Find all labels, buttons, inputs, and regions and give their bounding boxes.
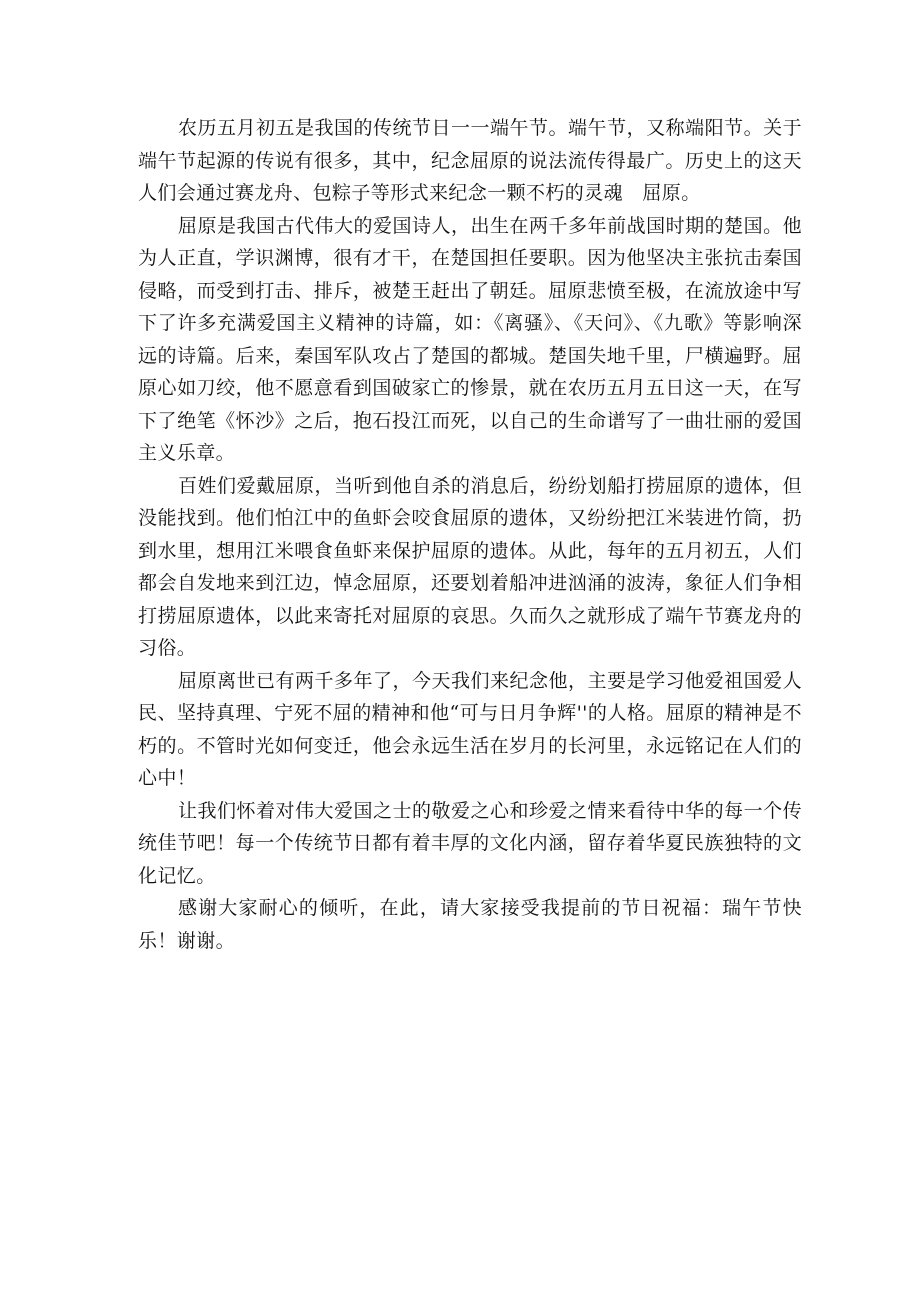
paragraph-tradition: 让我们怀着对伟大爱国之士的敬爱之心和珍爱之情来看待中华的每一个传统佳节吧！每一个传统节日都有着丰厚的文化内涵，留存着华夏民族独特的文化记忆。 [138, 799, 802, 887]
paragraph-dragon-boat-origin: 百姓们爱戴屈原，当听到他自杀的消息后，纷纷划船打捞屈原的遗体，但没能找到。他们怕江中的鱼虾会咬食屈原的遗体，又纷纷把江米装进竹筒，扔到水里，想用江米喂食鱼虾来保护屈原的遗体。从此，每年的五月初五，人们都会自发地来到江边，悼念屈原，还要划着船冲进汹涌的波涛，象征人们争相打捞屈原遗体，以此来寄托对屈原的哀思。久而久之就形成了端午节赛龙舟的习俗。 [138, 474, 802, 659]
paragraph-closing: 感谢大家耐心的倾听，在此，请大家接受我提前的节日祝福：瑞午节快乐！谢谢。 [138, 897, 802, 952]
paragraph-qu-yuan-story: 屈原是我国古代伟大的爱国诗人，出生在两千多年前战国时期的楚国。他为人正直，学识渊博，很有才干，在楚国担任要职。因为他坚决主张抗击秦国侵略，而受到打击、排斥，被楚王赶出了朝廷。屈原悲愤至极，在流放途中写下了许多充满爱国主义精神的诗篇，如：《离骚》、《天问》、《九歌》等影响深远的诗篇。后来，秦国军队攻占了楚国的都城。楚国失地千里，尸横遍野。屈原心如刀绞，他不愿意看到国破家亡的惨景，就在农历五月五日这一天，在写下了绝笔《怀沙》之后，抱石投江而死，以自己的生命谱写了一曲壮丽的爱国主义乐章。 [138, 214, 802, 464]
paragraph-spirit: 屈原离世已有两千多年了，今天我们来纪念他，主要是学习他爱祖国爱人民、坚持真理、宁死不屈的精神和他“可与日月争辉''的人格。屈原的精神是不朽的。不管时光如何变迁，他会永远生活在岁月的长河里，永远铭记在人们的心中！ [138, 669, 802, 789]
paragraph-intro: 农历五月初五是我国的传统节日一一端午节。端午节，又称端阳节。关于端午节起源的传说有很多，其中，纪念屈原的说法流传得最广。历史上的这天人们会通过赛龙舟、包粽子等形式来纪念一颗不朽的灵魂 屈原。 [138, 117, 802, 204]
document-body [138, 112, 802, 957]
